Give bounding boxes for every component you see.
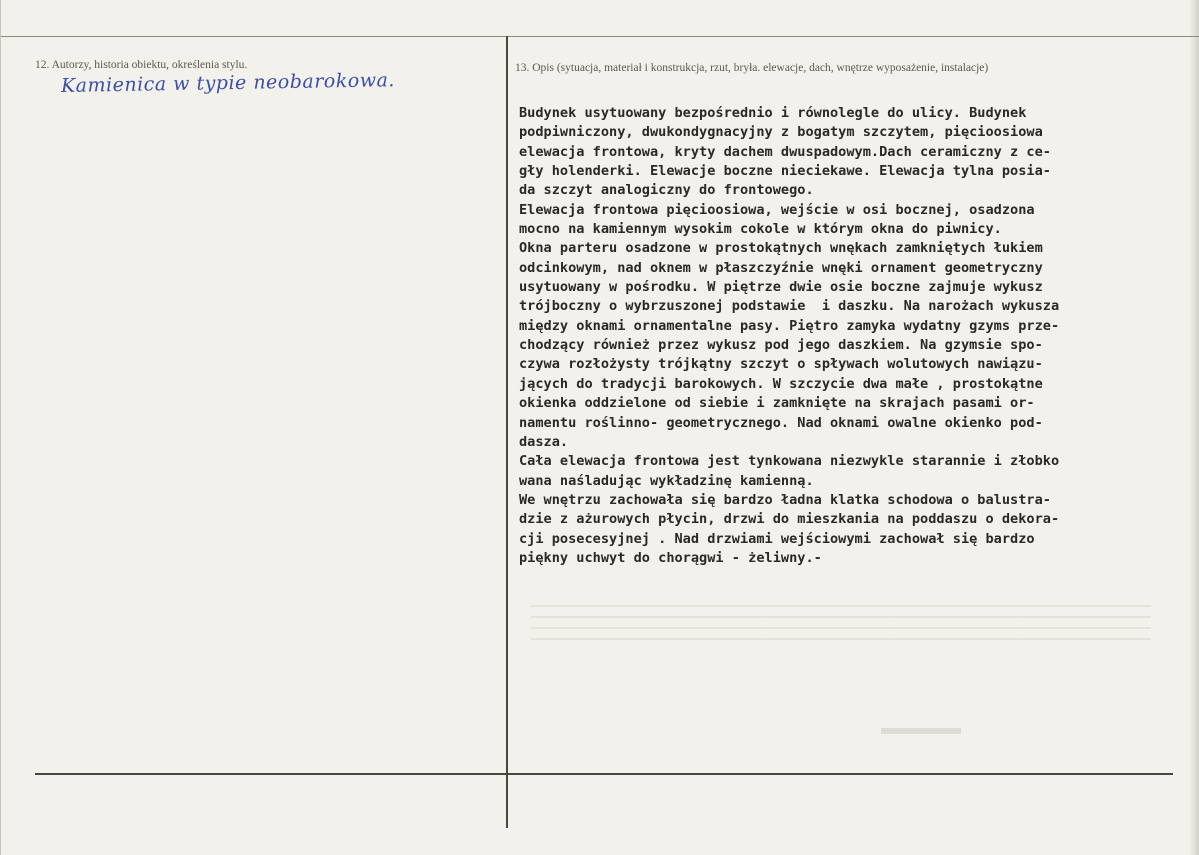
- typed-line: Budynek usytuowany bezpośrednio i równolegle do ulicy. Budynek: [519, 105, 1027, 121]
- typed-line: dasza.: [519, 433, 569, 450]
- typed-line: gły holenderki. Elewacje boczne nieciekawe. Elewacja tylna posia-: [519, 163, 1051, 180]
- typed-line: odcinkowym, nad oknem w płaszczyźnie wnęki ornament geometryczny: [519, 259, 1043, 276]
- typed-line: wana naśladując wykładzinę kamienną.: [519, 472, 814, 489]
- typed-line: piękny uchwyt do chorągwi - żeliwny.-: [519, 549, 822, 566]
- typed-line: chodzący również przez wykusz pod jego daszkiem. Na gzymsie spo-: [519, 337, 1043, 354]
- typed-line: namentu roślinno- geometrycznego. Nad oknami owalne okienko pod-: [519, 414, 1043, 431]
- typed-line: jących do tradycji barokowych. W szczycie dwa małe , prostokątne: [519, 375, 1043, 392]
- field-13-typed-description: [519, 104, 1191, 568]
- typed-line: cji posecesyjnej . Nad drzwiami wejściowymi zachował się bardzo: [519, 530, 1035, 547]
- page-edge-shadow: [1189, 0, 1199, 855]
- typed-line: mocno na kamiennym wysokim cokole w którym okna do piwnicy.: [519, 221, 1002, 238]
- typed-line: Okna parteru osadzone w prostokątnych wnękach zamkniętych łukiem: [519, 240, 1043, 257]
- typed-line: We wnętrzu zachowała się bardzo ładna klatka schodowa o balustra-: [519, 491, 1051, 508]
- typed-line: dzie z ażurowych płycin, drzwi do mieszkania na poddaszu o dekora-: [519, 511, 1060, 528]
- typed-line: między oknami ornamentalne pasy. Piętro zamyka wydatny gzyms prze-: [519, 317, 1060, 334]
- column-divider: [506, 36, 508, 828]
- bleed-through-text: [531, 600, 1151, 640]
- field-12-handwritten-note: Kamienica w typie neobarokowa.: [60, 69, 396, 97]
- typed-line: usytuowany w pośrodku. W piętrze dwie osie boczne zajmuje wykusz: [519, 279, 1043, 296]
- typed-line: trójboczny o wybrzuszonej podstawie i daszku. Na narożach wykusza: [519, 298, 1060, 315]
- typed-line: Elewacja frontowa pięcioosiowa, wejście w osi bocznej, osadzona: [519, 201, 1035, 218]
- typed-line: podpiwniczony, dwukondygnacyjny z bogatym szczytem, pięcioosiowa: [519, 124, 1043, 141]
- field-12-label: 12. Autorzy, historia obiektu, określenia stylu.: [35, 59, 248, 71]
- bleed-through-mark: [881, 728, 961, 734]
- top-rule: [1, 36, 1199, 37]
- bottom-rule: [35, 773, 1173, 775]
- typed-line: okienka oddzielone od siebie i zamknięte na skrajach pasami or-: [519, 395, 1035, 412]
- typed-line: elewacja frontowa, kryty dachem dwuspadowym.Dach ceramiczny z ce-: [519, 143, 1051, 160]
- typed-line: Cała elewacja frontowa jest tynkowana niezwykle starannie i złobko: [519, 453, 1060, 470]
- field-13-label: 13. Opis (sytuacja, materiał i konstrukcja, rzut, bryła. elewacje, dach, wnętrze wyposażenie, instalacje): [515, 62, 989, 74]
- typed-line: czywa rozłożysty trójkątny szczyt o spływach wolutowych nawiązu-: [519, 356, 1043, 373]
- typed-line: da szczyt analogiczny do frontowego.: [519, 182, 814, 199]
